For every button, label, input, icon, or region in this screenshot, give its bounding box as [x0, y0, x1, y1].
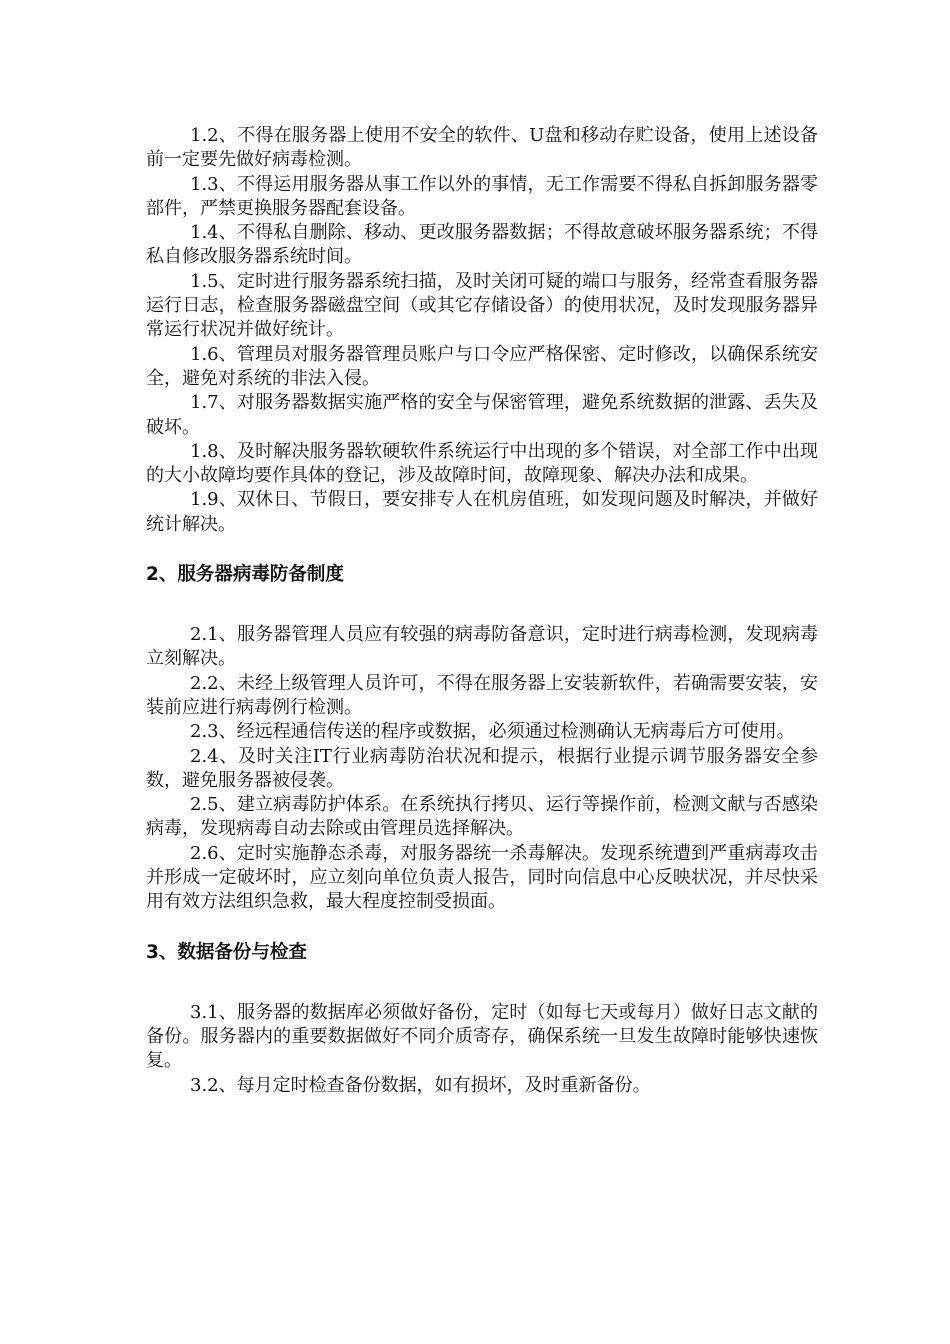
section-3-heading: 3、数据备份与检查: [146, 941, 307, 963]
section-1-rules: [146, 124, 818, 537]
paragraph-1-4: 1.4、不得私自删除、移动、更改服务器数据；不得故意破坏服务器系统；不得私自修改服务器系统时间。: [146, 222, 818, 268]
paragraph-2-1: 2.1、服务器管理人员应有较强的病毒防备意识，定时进行病毒检测，发现病毒立刻解决。: [146, 624, 818, 670]
paragraph-1-5: 1.5、定时进行服务器系统扫描，及时关闭可疑的端口与服务，经常查看服务器运行日志，检查服务器磁盘空间（或其它存储设备）的使用状况，及时发现服务器异常运行状况并做好统计。: [146, 270, 818, 341]
section-2-rules: [146, 623, 818, 915]
paragraph-2-3: 2.3、经远程通信传送的程序或数据，必须通过检测确认无病毒后方可使用。: [190, 721, 795, 743]
paragraph-1-9: 1.9、双休日、节假日，要安排专人在机房值班，如发现问题及时解决，并做好统计解决。: [146, 489, 818, 535]
paragraph-2-4: 2.4、及时关注IT行业病毒防治状况和提示，根据行业提示调节服务器安全参数，避免服务器被侵袭。: [146, 745, 818, 791]
paragraph-1-2: 1.2、不得在服务器上使用不安全的软件、U盘和移动存贮设备，使用上述设备前一定要先做好病毒检测。: [146, 125, 818, 171]
paragraph-2-6: 2.6、定时实施静态杀毒，对服务器统一杀毒解决。发现系统遭到严重病毒攻击并形成一定破坏时，应立刻向单位负责人报告，同时向信息中心反映状况，并尽快采用有效方法组织急救，最大程度控制受损面。: [146, 842, 818, 913]
paragraph-1-8: 1.8、及时解决服务器软硬软件系统运行中出现的多个错误，对全部工作中出现的大小故障均要作具体的登记，涉及故障时间，故障现象、解决办法和成果。: [146, 440, 818, 487]
section-2-heading: 2、服务器病毒防备制度: [146, 564, 344, 586]
paragraph-1-3: 1.3、不得运用服务器从事工作以外的事情，无工作需要不得私自拆卸服务器零部件，严禁更换服务器配套设备。: [146, 173, 818, 219]
paragraph-3-1: 3.1、服务器的数据库必须做好备份，定时（如每七天或每月）做好日志文献的备份。服务器内的重要数据做好不同介质寄存，确保系统一旦发生故障时能够快速恢复。: [146, 1001, 818, 1072]
document-body: [146, 124, 818, 1098]
paragraph-1-6: 1.6、管理员对服务器管理员账户与口令应严格保密、定时修改，以确保系统安全，避免对系统的非法入侵。: [146, 343, 818, 389]
paragraph-1-7: 1.7、对服务器数据实施严格的安全与保密管理，避免系统数据的泄露、丢失及破坏。: [146, 392, 818, 438]
paragraph-2-5: 2.5、建立病毒防护体系。在系统执行拷贝、运行等操作前，检测文献与否感染病毒，发现病毒自动去除或由管理员选择解决。: [146, 794, 818, 840]
section-3-rules: [146, 1001, 818, 1098]
paragraph-2-2: 2.2、未经上级管理人员许可，不得在服务器上安装新软件，若确需要安装，安装前应进行病毒例行检测。: [146, 672, 818, 718]
paragraph-3-2: 3.2、每月定时检查备份数据，如有损坏，及时重新备份。: [190, 1074, 651, 1096]
